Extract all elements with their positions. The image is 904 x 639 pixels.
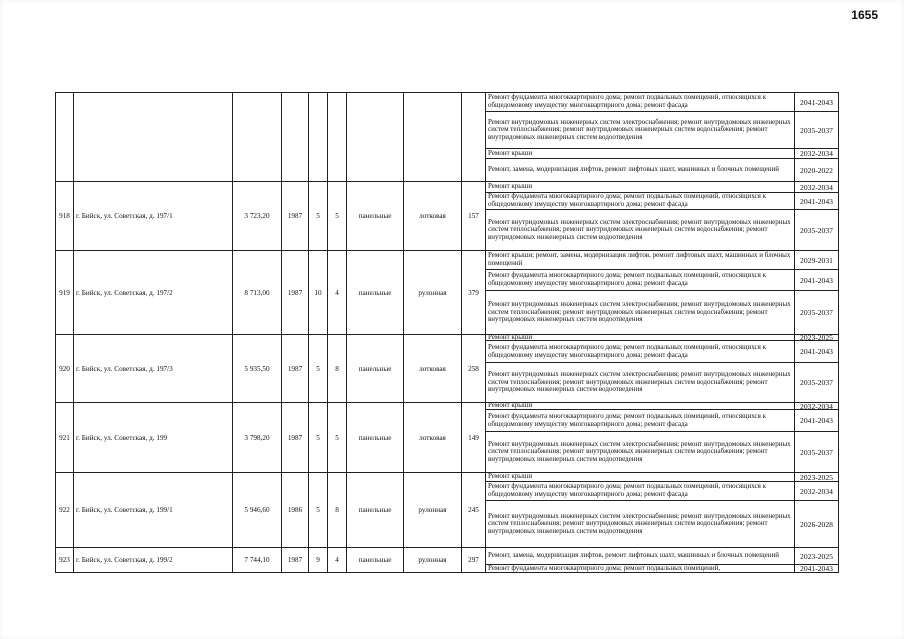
- table-horizontal-rule: [55, 572, 839, 573]
- work-period-cell: 2041-2043: [800, 416, 833, 425]
- work-description-cell: Ремонт фундамента многоквартирного дома; ремонт подвальных помещений, относящихся к общедомовому имуществу многоквартирного дома; ремонт фасада: [488, 342, 767, 359]
- address-cell: г. Бийск, ул. Советская, д. 199: [76, 433, 168, 442]
- residents-count-cell: 157: [468, 212, 479, 220]
- entrances-count-cell: 4: [335, 288, 339, 297]
- work-period-cell: 2041-2043: [800, 275, 833, 285]
- residents-count-cell: 245: [468, 506, 479, 514]
- row-number-cell: 919: [59, 288, 70, 297]
- work-period-cell: 2041-2043: [800, 565, 833, 572]
- residents-count-cell: 379: [468, 288, 479, 297]
- work-period-cell: 2023-2025: [800, 335, 833, 340]
- work-period-cell: 2035-2037: [800, 378, 833, 387]
- wall-material-cell: [347, 93, 403, 181]
- build-year-cell: [282, 93, 308, 181]
- entrances-count-cell: 4: [335, 556, 339, 564]
- floors-count-cell: [309, 93, 327, 181]
- work-period-cell: 2041-2043: [800, 347, 833, 356]
- floors-count-cell: 5: [316, 433, 320, 442]
- residents-count-cell: 258: [468, 364, 479, 373]
- floors-count-cell: 10: [314, 288, 322, 297]
- work-period-cell: 2035-2037: [800, 447, 833, 457]
- build-year-cell: 1987: [287, 433, 303, 442]
- work-period-cell: 2032-2034: [800, 182, 833, 192]
- residents-count-cell: [462, 93, 485, 181]
- wall-material-cell: панельные: [358, 364, 392, 373]
- floors-count-cell: 5: [316, 364, 320, 373]
- work-description-cell: Ремонт внутридомовых инженерных систем электроснабжения; ремонт внутридомовых инженерных систем теплоснабжения; ремонт внутридомовых инженерных систем водоснабжения; ремонт внутридомовых инженерных систем водоотведения: [488, 217, 791, 241]
- residents-count-cell: 149: [468, 433, 479, 442]
- work-description-cell: Ремонт внутридомовых инженерных систем электроснабжения; ремонт внутридомовых инженерных систем теплоснабжения; ремонт внутридомовых инженерных систем водоснабжения; ремонт внутридомовых инженерных систем водоотведения: [488, 117, 791, 141]
- entrances-count-cell: [328, 93, 346, 181]
- work-description-cell: Ремонт фундамента многоквартирного дома; ремонт подвальных помещений, относящихся к общедомовому имуществу многоквартирного дома; ремонт фасада: [488, 411, 767, 428]
- address-cell: [74, 93, 232, 181]
- work-period-cell: 2041-2043: [800, 196, 833, 206]
- work-description-cell: Ремонт фундамента многоквартирного дома; ремонт подвальных помещений, относящихся к общедомовому имуществу многоквартирного дома; ремонт фасада: [488, 482, 767, 498]
- work-period-cell: 2020-2022: [800, 165, 833, 175]
- work-description-cell: Ремонт внутридомовых инженерных систем электроснабжения; ремонт внутридомовых инженерных систем теплоснабжения; ремонт внутридомовых инженерных систем водоснабжения; ремонт внутридомовых инженерных систем водоотведения: [488, 439, 791, 463]
- build-year-cell: 1987: [287, 364, 303, 373]
- work-period-cell: 2032-2034: [800, 149, 833, 158]
- roof-type-cell: рулонная: [418, 506, 447, 514]
- work-period-cell: 2032-2034: [800, 486, 833, 496]
- entrances-count-cell: 5: [335, 433, 339, 442]
- row-number-cell: 922: [59, 506, 70, 514]
- work-description-cell: Ремонт внутридомовых инженерных систем электроснабжения; ремонт внутридомовых инженерных систем теплоснабжения; ремонт внутридомовых инженерных систем водоснабжения; ремонт внутридомовых инженерных систем водоотведения: [488, 370, 791, 394]
- row-number-cell: 921: [59, 433, 70, 442]
- total-area-cell: 3 723,20: [244, 212, 270, 220]
- floors-count-cell: 9: [316, 556, 320, 564]
- work-description-cell: Ремонт фундамента многоквартирного дома; ремонт подвальных помещений,: [488, 565, 721, 572]
- work-period-cell: 2041-2043: [800, 97, 833, 107]
- roof-type-cell: лотковая: [419, 364, 446, 373]
- work-period-cell: 2032-2034: [800, 403, 833, 409]
- work-period-cell: 2035-2037: [800, 125, 833, 135]
- entrances-count-cell: 8: [335, 506, 339, 514]
- total-area-cell: 5 935,50: [244, 364, 270, 373]
- roof-type-cell: лотковая: [419, 212, 446, 220]
- work-description-cell: Ремонт крыши: [488, 335, 533, 340]
- work-description-cell: Ремонт крыши: [488, 149, 533, 157]
- total-area-cell: [233, 93, 281, 181]
- wall-material-cell: панельные: [358, 212, 392, 220]
- wall-material-cell: панельные: [358, 556, 392, 564]
- work-period-cell: 2035-2037: [800, 225, 833, 235]
- total-area-cell: 3 798,20: [244, 433, 270, 442]
- work-description-cell: Ремонт внутридомовых инженерных систем электроснабжения; ремонт внутридомовых инженерных систем теплоснабжения; ремонт внутридомовых инженерных систем водоснабжения; ремонт внутридомовых инженерных систем водоотведения: [488, 300, 791, 324]
- build-year-cell: 1986: [287, 506, 303, 514]
- build-year-cell: 1987: [287, 288, 303, 297]
- work-description-cell: Ремонт крыши: [488, 403, 533, 409]
- address-cell: г. Бийск, ул. Советская, д. 197/3: [76, 364, 173, 373]
- build-year-cell: 1987: [287, 212, 303, 220]
- work-description-cell: Ремонт крыши: [488, 473, 533, 481]
- address-cell: г. Бийск, ул. Советская, д. 199/2: [76, 556, 173, 564]
- wall-material-cell: панельные: [358, 433, 392, 442]
- roof-type-cell: лотковая: [419, 433, 446, 442]
- address-cell: г. Бийск, ул. Советская, д. 197/1: [76, 212, 173, 220]
- residents-count-cell: 297: [468, 556, 479, 564]
- entrances-count-cell: 8: [335, 364, 339, 373]
- work-description-cell: Ремонт крыши: [488, 182, 533, 191]
- work-description-cell: Ремонт фундамента многоквартирного дома; ремонт подвальных помещений, относящихся к общедомовому имуществу многоквартирного дома; ремонт фасада: [488, 271, 767, 287]
- row-number-cell: 920: [59, 364, 70, 373]
- total-area-cell: 7 744,10: [244, 556, 270, 564]
- work-description-cell: Ремонт, замена, модернизация лифтов, ремонт лифтовых шахт, машинных и блочных помещений: [488, 165, 779, 174]
- roof-type-cell: рулонная: [418, 556, 447, 564]
- work-period-cell: 2023-2025: [800, 551, 833, 561]
- work-period-cell: 2026-2028: [800, 519, 833, 529]
- roof-type-cell: рулонная: [418, 288, 447, 297]
- work-description-cell: Ремонт фундамента многоквартирного дома; ремонт подвальных помещений, относящихся к общедомовому имуществу многоквартирного дома; ремонт фасада: [488, 93, 767, 109]
- work-period-cell: 2029-2031: [800, 255, 833, 265]
- total-area-cell: 8 713,00: [244, 288, 270, 297]
- entrances-count-cell: 5: [335, 212, 339, 220]
- address-cell: г. Бийск, ул. Советская, д. 199/1: [76, 506, 173, 514]
- build-year-cell: 1987: [287, 556, 303, 564]
- row-number-cell: 923: [59, 556, 70, 564]
- work-period-cell: 2023-2025: [800, 473, 833, 481]
- page-number: 1655: [851, 8, 878, 22]
- work-description-cell: Ремонт внутридомовых инженерных систем электроснабжения; ремонт внутридомовых инженерных систем теплоснабжения; ремонт внутридомовых инженерных систем водоснабжения; ремонт внутридомовых инженерных систем водоотведения: [488, 511, 791, 535]
- row-number-cell: 918: [59, 212, 70, 220]
- wall-material-cell: панельные: [358, 506, 392, 514]
- work-description-cell: Ремонт крыши; ремонт, замена, модернизация лифтов, ремонт лифтовых шахт, машинных и блочных помещений: [488, 251, 791, 267]
- row-number-cell: [56, 93, 73, 181]
- floors-count-cell: 5: [316, 506, 320, 514]
- address-cell: г. Бийск, ул. Советская, д. 197/2: [76, 288, 173, 297]
- work-description-cell: Ремонт фундамента многоквартирного дома; ремонт подвальных помещений, относящихся к общедомовому имуществу многоквартирного дома; ремонт фасада: [488, 193, 767, 208]
- total-area-cell: 5 946,60: [244, 506, 270, 514]
- wall-material-cell: панельные: [358, 288, 392, 297]
- roof-type-cell: [404, 93, 461, 181]
- floors-count-cell: 5: [316, 212, 320, 220]
- work-description-cell: Ремонт, замена, модернизация лифтов, ремонт лифтовых шахт, машинных и блочных помещений: [488, 551, 779, 560]
- work-period-cell: 2035-2037: [800, 308, 833, 317]
